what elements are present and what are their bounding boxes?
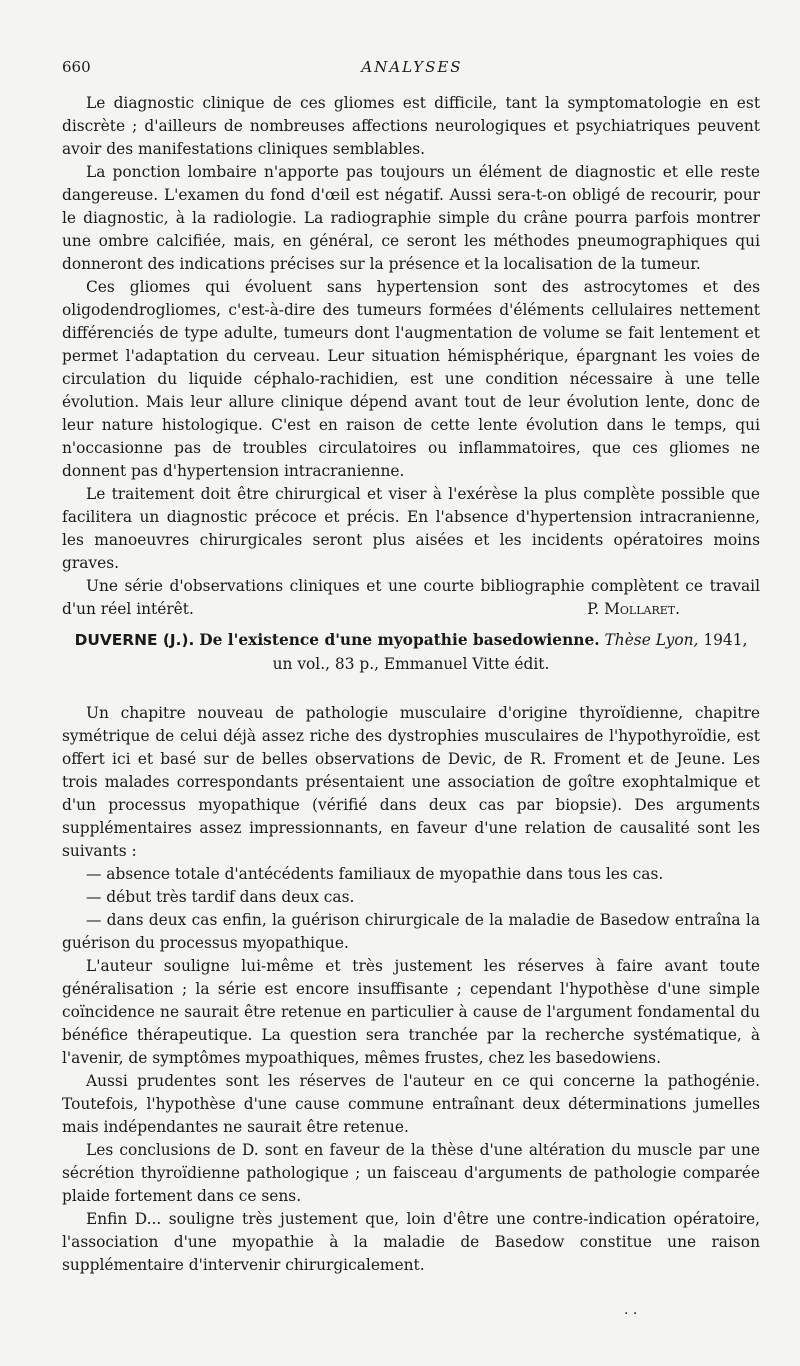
work-title: De l'existence d'une myopathie basedowienne. [199,631,600,649]
paragraph: Un chapitre nouveau de pathologie musculaire d'origine thyroïdienne, chapitre symétrique de celui déjà assez riche des dystrophies musculaires de l'hypothyroïdie, est offert ici et basé sur de belles observations de Devic, de R. Froment et de Jeune. Les trois malades correspondants présentaient une association de goître exophtalmique et d'un processus myopathique (vérifié dans deux cas par biopsie). Des arguments supplémentaires assez impressionnants, en faveur d'une relation de causalité sont les suivants : [62,704,760,860]
paragraph: L'auteur souligne lui-même et très justement les réserves à faire avant toute généralisation ; la série est encore insuffisante ; cependant l'hypothèse d'une simple coïncidence ne saurait être retenue en particulier à cause de l'argument fondamental du bénéfice thérapeutique. La question sera tranchée par la recherche systématique, à l'avenir, de symptômes mypoathiques, mêmes frustes, chez les basedowiens. [62,957,760,1067]
paragraph: Enfin D... souligne très justement que, loin d'être une contre-indication opératoire, l'association d'une myopathie à la maladie de Basedow constitue une raison supplémentaire d'intervenir chirurgicalement. [62,1210,760,1274]
page-number: 660 [62,58,91,76]
paragraph: Les conclusions de D. sont en faveur de la thèse d'une altération du muscle par une sécrétion thyroïdienne pathologique ; un faisceau d'arguments de pathologie comparée plaide fortement dans ce sens. [62,1141,760,1205]
argument-item: — absence totale d'antécédents familiaux de myopathie dans tous les cas. [86,865,664,883]
review-heading [62,628,760,676]
work-year: 1941, [703,631,748,649]
page-header [62,58,762,80]
reviewer-signature: P. Mollaret. [587,600,680,618]
review-title [62,628,760,676]
paragraph: Le traitement doit être chirurgical et viser à l'exérèse la plus complète possible que facilitera un diagnostic précoce et précis. En l'absence d'hypertension intracranienne, les manoeuvres chirurgicales seront plus aisées et les incidents opératoires moins graves. [62,485,760,572]
paragraph: Ces gliomes qui évoluent sans hypertension sont des astrocytomes et des oligodendrogliomes, c'est-à-dire des tumeurs formées d'éléments cellulaires nettement différenciés de type adulte, tumeurs dont l'augmentation de volume se fait lentement et permet l'adaptation du cerveau. Leur situation hémisphérique, épargnant les voies de circulation du liquide céphalo-rachidien, est une condition nécessaire à une telle évolution. Mais leur allure clinique dépend avant tout de leur évolution lente, donc de leur nature histologique. C'est en raison de cette lente évolution dans le temps, qui n'occasionne pas de troubles circulatoires ou inflammatoires, que ces gliomes ne donnent pas d'hypertension intracranienne. [62,278,760,480]
argument-item: — début très tardif dans deux cas. [86,888,355,906]
paragraph: Aussi prudentes sont les réserves de l'auteur en ce qui concerne la pathogénie. Toutefois, l'hypothèse d'une cause commune entraînant deux déterminations jumelles mais indépendantes ne saurait être retenue. [62,1072,760,1136]
paragraph: La ponction lombaire n'apporte pas toujours un élément de diagnostic et elle reste dangereuse. L'examen du fond d'œil est négatif. Aussi sera-t-on obligé de recourir, pour le diagnostic, à la radiologie. La radiographie simple du crâne pourra parfois montrer une ombre calcifiée, mais, en général, ce seront les méthodes pneumographiques qui donneront des indications précises sur la présence et la localisation de la tumeur. [62,163,760,273]
review-mollaret [62,92,760,621]
work-details: un vol., 83 p., Emmanuel Vitte édit. [272,655,550,673]
work-source: Thèse Lyon, [604,631,699,649]
closing-row [62,575,760,621]
review-duverne [62,702,760,1277]
review-author: DUVERNE (J.). [74,631,195,649]
closing-text: Une série d'observations cliniques et une courte bibliographie complètent ce travail d'un réel intérêt. [62,577,760,618]
print-mark: · · [624,1306,638,1322]
argument-item: — dans deux cas enfin, la guérison chirurgicale de la maladie de Basedow entraîna la guérison du processus myopathique. [62,911,760,952]
paragraph: Le diagnostic clinique de ces gliomes est difficile, tant la symptomatologie en est discrète ; d'ailleurs de nombreuses affections neurologiques et psychiatriques peuvent avoir des manifestations cliniques semblables. [62,94,760,158]
running-head: ANALYSES [361,58,463,76]
